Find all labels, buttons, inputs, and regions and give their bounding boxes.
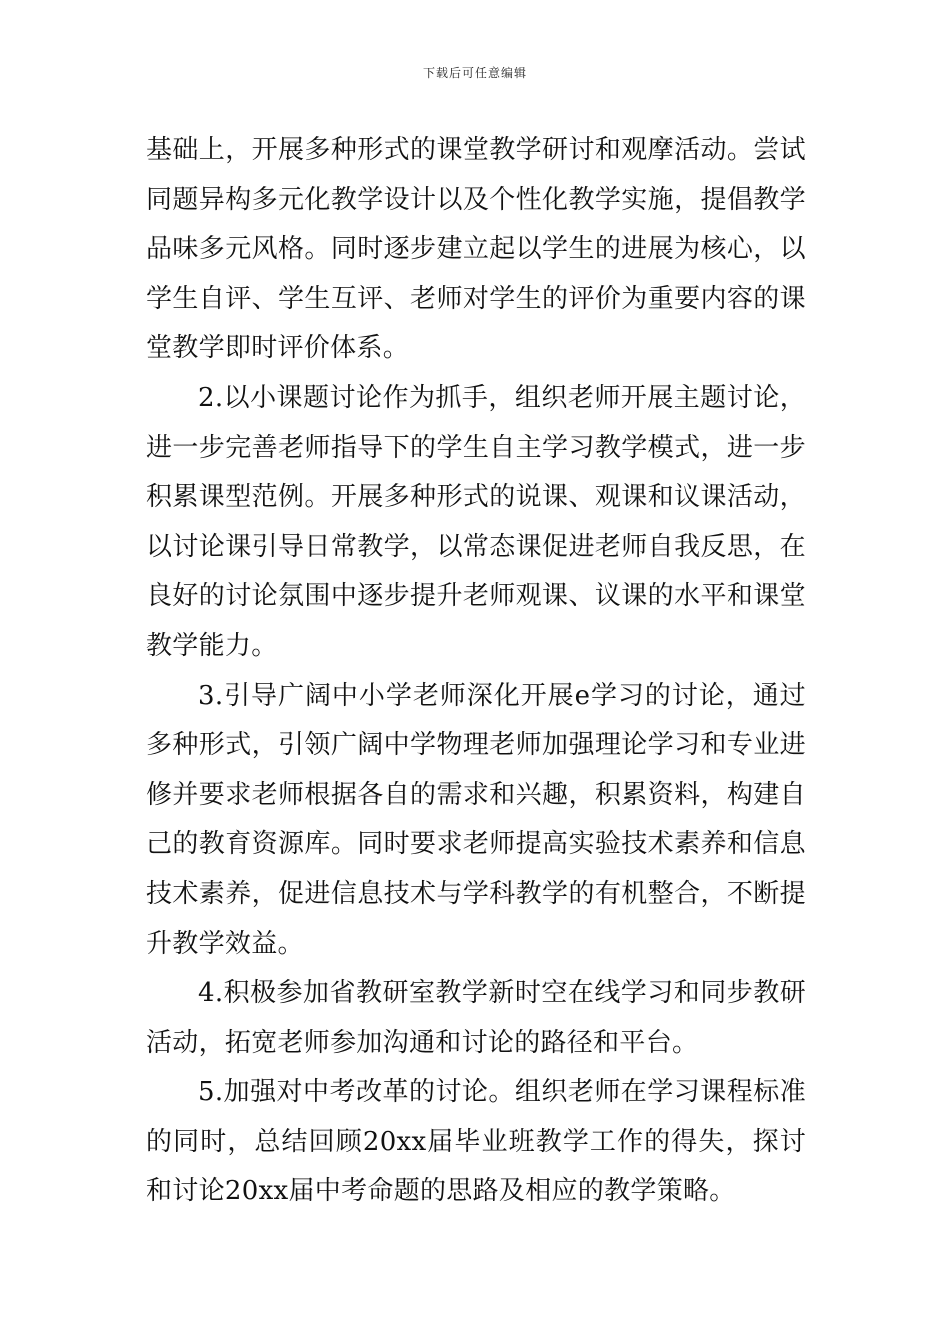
paragraph-continuation: 基础上，开展多种形式的课堂教学研讨和观摩活动。尝试同题异构多元化教学设计以及个性化教学实施，提倡教学品味多元风格。同时逐步建立起以学生的进展为核心，以学生自评、学生互评、老师对学生的评价为重要内容的课堂教学即时评价体系。 xyxy=(146,135,806,364)
paragraph-item-2: 2.以小课题讨论作为抓手，组织老师开展主题讨论，进一步完善老师指导下的学生自主学习教学模式，进一步积累课型范例。开展多种形式的说课、观课和议课活动，以讨论课引导日常教学，以常态课促进老师自我反思，在良好的讨论氛围中逐步提升老师观课、议课的水平和课堂教学能力。 xyxy=(146,382,806,661)
paragraph-item-3: 3.引导广阔中小学老师深化开展e学习的讨论，通过多种形式，引领广阔中学物理老师加强理论学习和专业进修并要求老师根据各自的需求和兴趣，积累资料，构建自己的教育资源库。同时要求老师提高实验技术素养和信息技术素养，促进信息技术与学科教学的有机整合，不断提升教学效益。 xyxy=(146,680,806,959)
paragraph-item-4: 4.积极参加省教研室教学新时空在线学习和同步教研活动，拓宽老师参加沟通和讨论的路径和平台。 xyxy=(146,978,806,1058)
document-body xyxy=(146,126,806,1217)
paragraph-item-5: 5.加强对中考改革的讨论。组织老师在学习课程标准的同时，总结回顾20xx届毕业班教学工作的得失，探讨和讨论20xx届中考命题的思路及相应的教学策略。 xyxy=(146,1077,806,1207)
page-header-note: 下载后可任意编辑 xyxy=(422,66,527,80)
